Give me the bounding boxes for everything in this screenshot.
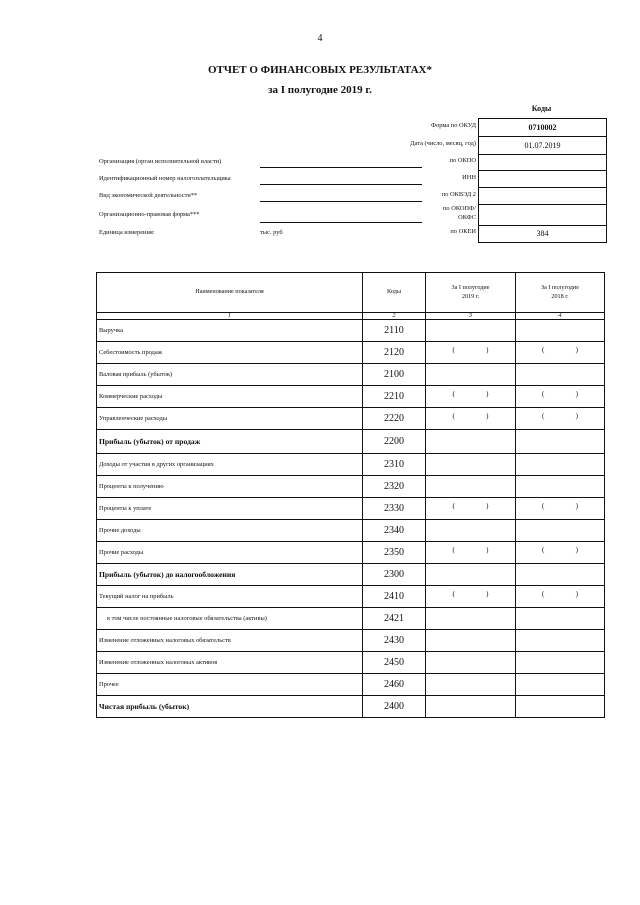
code-cell: 384 (536, 229, 549, 238)
value-current-period (426, 520, 516, 542)
value-current-period (426, 386, 516, 408)
close-bracket: ) (575, 501, 578, 510)
indicator-name: Изменение отложенных налоговых обязательств (97, 630, 363, 652)
close-bracket: ) (575, 389, 578, 398)
negative-value-brackets (540, 391, 580, 401)
column-number: 3 (426, 313, 516, 320)
value-current-period (426, 564, 516, 586)
open-bracket: ( (542, 545, 545, 554)
indicator-name: Проценты к получению (97, 476, 363, 498)
field-label: Вид экономической деятельности** (99, 192, 198, 199)
indicator-name: Прочие расходы (97, 542, 363, 564)
table-row (97, 652, 605, 674)
line-code: 2200 (363, 430, 426, 454)
value-previous-period (516, 652, 605, 674)
negative-value-brackets (540, 503, 580, 513)
report-title: ОТЧЕТ О ФИНАНСОВЫХ РЕЗУЛЬТАТАХ* (207, 64, 433, 76)
value-previous-period (516, 696, 605, 718)
negative-value-brackets (540, 347, 580, 357)
header-indicator-name: Наименование показателя (97, 273, 363, 313)
line-code: 2430 (363, 630, 426, 652)
value-previous-period (516, 608, 605, 630)
line-code: 2340 (363, 520, 426, 542)
value-previous-period (516, 364, 605, 386)
negative-value-brackets (451, 347, 491, 357)
classifier-label: Дата (число, месяц, год) (410, 140, 476, 147)
classifier-label: по ОКОПФ/ ОКФС (443, 205, 476, 221)
close-bracket: ) (486, 545, 489, 554)
value-current-period (426, 630, 516, 652)
line-code: 2450 (363, 652, 426, 674)
close-bracket: ) (486, 345, 489, 354)
classifier-label: по ОКЕИ (450, 228, 476, 235)
header-current-period: За I полугодие 2019 г. (426, 273, 516, 313)
value-current-period (426, 608, 516, 630)
fill-in-line (260, 222, 422, 223)
code-cell: 01.07.2019 (479, 137, 606, 155)
table-row (97, 408, 605, 430)
value-previous-period (516, 386, 605, 408)
close-bracket: ) (486, 501, 489, 510)
line-code: 2310 (363, 454, 426, 476)
value-previous-period (516, 454, 605, 476)
value-current-period (426, 364, 516, 386)
negative-value-brackets (451, 391, 491, 401)
line-code: 2410 (363, 586, 426, 608)
close-bracket: ) (486, 411, 489, 420)
value-previous-period (516, 408, 605, 430)
table-row (97, 430, 605, 454)
indicator-name: Прочие доходы (97, 520, 363, 542)
line-code: 2120 (363, 342, 426, 364)
value-current-period (426, 430, 516, 454)
open-bracket: ( (542, 345, 545, 354)
close-bracket: ) (575, 411, 578, 420)
codes-box (478, 118, 607, 243)
table-row (97, 542, 605, 564)
value-previous-period (516, 320, 605, 342)
column-number-row (97, 313, 605, 320)
table-row (97, 608, 605, 630)
negative-value-brackets (451, 413, 491, 423)
indicator-name: Коммерческие расходы (97, 386, 363, 408)
negative-value-brackets (540, 413, 580, 423)
code-cell (479, 188, 606, 205)
negative-value-brackets (451, 503, 491, 513)
indicator-name: Изменение отложенных налоговых активов (97, 652, 363, 674)
negative-value-brackets (540, 591, 580, 601)
value-current-period (426, 542, 516, 564)
classifier-label: Форма по ОКУД (431, 122, 476, 129)
value-previous-period (516, 498, 605, 520)
code-cell (479, 155, 606, 171)
table-row (97, 364, 605, 386)
open-bracket: ( (452, 545, 455, 554)
field-label: Организационно-правовая форма*** (99, 211, 200, 218)
open-bracket: ( (542, 411, 545, 420)
page-number: 4 (317, 33, 323, 44)
open-bracket: ( (452, 589, 455, 598)
close-bracket: ) (575, 545, 578, 554)
financial-results-table (96, 272, 605, 718)
value-current-period (426, 320, 516, 342)
fill-in-line (260, 201, 422, 202)
value-current-period (426, 476, 516, 498)
indicator-name: Текущий налог на прибыль (97, 586, 363, 608)
line-code: 2330 (363, 498, 426, 520)
line-code: 2421 (363, 608, 426, 630)
table-row (97, 586, 605, 608)
header-codes: Коды (363, 273, 426, 313)
indicator-name: Доходы от участия в других организациях (97, 454, 363, 476)
line-code: 2300 (363, 564, 426, 586)
value-current-period (426, 408, 516, 430)
line-code: 2110 (363, 320, 426, 342)
code-cell (479, 205, 606, 226)
fill-in-line (260, 167, 422, 168)
value-previous-period (516, 542, 605, 564)
indicator-name: Прочее (97, 674, 363, 696)
table-row (97, 630, 605, 652)
value-previous-period (516, 586, 605, 608)
table-row (97, 674, 605, 696)
negative-value-brackets (540, 547, 580, 557)
table-row (97, 498, 605, 520)
open-bracket: ( (452, 501, 455, 510)
value-current-period (426, 342, 516, 364)
value-previous-period (516, 342, 605, 364)
value-previous-period (516, 674, 605, 696)
table-row (97, 386, 605, 408)
indicator-name: Проценты к уплате (97, 498, 363, 520)
negative-value-brackets (451, 591, 491, 601)
close-bracket: ) (486, 389, 489, 398)
indicator-name: Управленческие расходы (97, 408, 363, 430)
open-bracket: ( (452, 389, 455, 398)
table-row (97, 320, 605, 342)
unit-value: тыс. руб (260, 229, 283, 236)
field-label: Единица измерения: (99, 229, 155, 236)
code-cell: 0710002 (479, 119, 606, 137)
indicator-name: Прибыль (убыток) от продаж (97, 430, 363, 454)
value-previous-period (516, 430, 605, 454)
value-previous-period (516, 520, 605, 542)
close-bracket: ) (575, 589, 578, 598)
value-current-period (426, 454, 516, 476)
open-bracket: ( (452, 411, 455, 420)
indicator-name: Чистая прибыль (убыток) (97, 696, 363, 718)
field-label: Организация (орган исполнительной власти) (99, 158, 222, 165)
open-bracket: ( (452, 345, 455, 354)
negative-value-brackets (451, 547, 491, 557)
table-row (97, 520, 605, 542)
classifier-label: ИНН (462, 174, 476, 181)
line-code: 2350 (363, 542, 426, 564)
table-header-row (97, 273, 605, 313)
field-label: Идентификационный номер налогоплательщика (99, 175, 231, 182)
value-previous-period (516, 630, 605, 652)
column-number: 1 (97, 313, 363, 320)
classifier-label: по ОКПО (449, 157, 476, 164)
indicator-name: Себестоимость продаж (97, 342, 363, 364)
line-code: 2210 (363, 386, 426, 408)
header-previous-period: За I полугодие 2018 г. (516, 273, 605, 313)
indicator-name: Прибыль (убыток) до налогообложения (97, 564, 363, 586)
code-cell (479, 171, 606, 188)
value-current-period (426, 498, 516, 520)
line-code: 2320 (363, 476, 426, 498)
value-previous-period (516, 476, 605, 498)
codes-header: Коды (531, 104, 552, 113)
indicator-name: Выручка (97, 320, 363, 342)
table-row (97, 696, 605, 718)
table-row (97, 342, 605, 364)
value-current-period (426, 652, 516, 674)
fill-in-line (260, 184, 422, 185)
column-number: 2 (363, 313, 426, 320)
line-code: 2400 (363, 696, 426, 718)
table-row (97, 564, 605, 586)
report-period: за I полугодие 2019 г. (268, 84, 372, 96)
table-row (97, 476, 605, 498)
line-code: 2460 (363, 674, 426, 696)
line-code: 2100 (363, 364, 426, 386)
close-bracket: ) (575, 345, 578, 354)
close-bracket: ) (486, 589, 489, 598)
open-bracket: ( (542, 589, 545, 598)
classifier-label: по ОКВЭД 2 (441, 191, 476, 198)
value-current-period (426, 674, 516, 696)
open-bracket: ( (542, 389, 545, 398)
line-code: 2220 (363, 408, 426, 430)
value-current-period (426, 696, 516, 718)
value-current-period (426, 586, 516, 608)
table-row (97, 454, 605, 476)
column-number: 4 (516, 313, 605, 320)
indicator-name: в том числе постоянные налоговые обязательства (активы) (97, 608, 363, 630)
open-bracket: ( (542, 501, 545, 510)
value-previous-period (516, 564, 605, 586)
indicator-name: Валовая прибыль (убыток) (97, 364, 363, 386)
